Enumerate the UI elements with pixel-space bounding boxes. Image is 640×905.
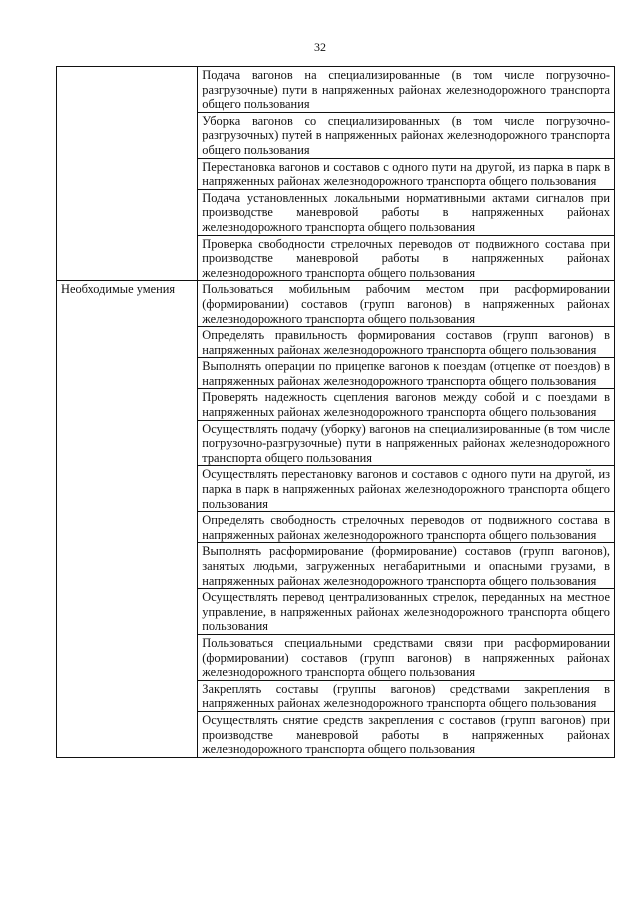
table-cell: Выполнять операции по прицепке вагонов к поездам (отцепке от поездов) в напряженных районах железнодорожного транспорта общего пользования bbox=[198, 358, 615, 389]
table-cell: Проверка свободности стрелочных переводов от подвижного состава при производстве маневровой работы в напряженных районах железнодорожного транспорта общего пользования bbox=[198, 235, 615, 281]
table-cell: Закреплять составы (группы вагонов) средствами закрепления в напряженных районах железнодорожного транспорта общего пользования bbox=[198, 680, 615, 711]
table-cell: Определять правильность формирования составов (групп вагонов) в напряженных районах железнодорожного транспорта общего пользования bbox=[198, 327, 615, 358]
row-label-skills: Необходимые умения bbox=[57, 281, 198, 757]
row-label bbox=[57, 67, 198, 281]
table-cell: Определять свободность стрелочных переводов от подвижного состава в напряженных районах железнодорожного транспорта общего пользования bbox=[198, 512, 615, 543]
table-cell: Осуществлять снятие средств закрепления с составов (групп вагонов) при производстве маневровой работы в напряженных районах железнодорожного транспорта общего пользования bbox=[198, 711, 615, 757]
table-cell: Осуществлять подачу (уборку) вагонов на специализированные (в том числе погрузочно-разгрузочные) пути в напряженных районах железнодорожного транспорта общего пользования bbox=[198, 420, 615, 466]
page-number: 32 bbox=[314, 40, 326, 54]
table-cell: Пользоваться мобильным рабочим местом при расформировании (формировании) составов (групп вагонов) в напряженных районах железнодорожного транспорта общего пользования bbox=[198, 281, 615, 327]
requirements-table bbox=[56, 66, 615, 758]
table-cell: Подача вагонов на специализированные (в том числе погрузочно-разгрузочные) пути в напряженных районах железнодорожного транспорта общего пользования bbox=[198, 67, 615, 113]
table-cell: Осуществлять перестановку вагонов и составов с одного пути на другой, из парка в парк в напряженных районах железнодорожного транспорта общего пользования bbox=[198, 466, 615, 512]
table-cell: Пользоваться специальными средствами связи при расформировании (формировании) составов (групп вагонов) в напряженных районах железнодорожного транспорта общего пользования bbox=[198, 634, 615, 680]
table-cell: Подача установленных локальными нормативными актами сигналов при производстве маневровой работы в напряженных районах железнодорожного транспорта общего пользования bbox=[198, 189, 615, 235]
table-row bbox=[57, 281, 615, 327]
table-row bbox=[57, 67, 615, 113]
table-cell: Перестановка вагонов и составов с одного пути на другой, из парка в парк в напряженных районах железнодорожного транспорта общего пользования bbox=[198, 158, 615, 189]
table-cell: Проверять надежность сцепления вагонов между собой и с поездами в напряженных районах железнодорожного транспорта общего пользования bbox=[198, 389, 615, 420]
table-cell: Выполнять расформирование (формирование) составов (групп вагонов), занятых людьми, загруженных негабаритными и опасными грузами, в напряженных районах железнодорожного транспорта общего пользования bbox=[198, 543, 615, 589]
table-cell: Осуществлять перевод централизованных стрелок, переданных на местное управление, в напряженных районах железнодорожного транспорта общего пользования bbox=[198, 589, 615, 635]
table-cell: Уборка вагонов со специализированных (в том числе погрузочно-разгрузочных) путей в напряженных районах железнодорожного транспорта общего пользования bbox=[198, 112, 615, 158]
